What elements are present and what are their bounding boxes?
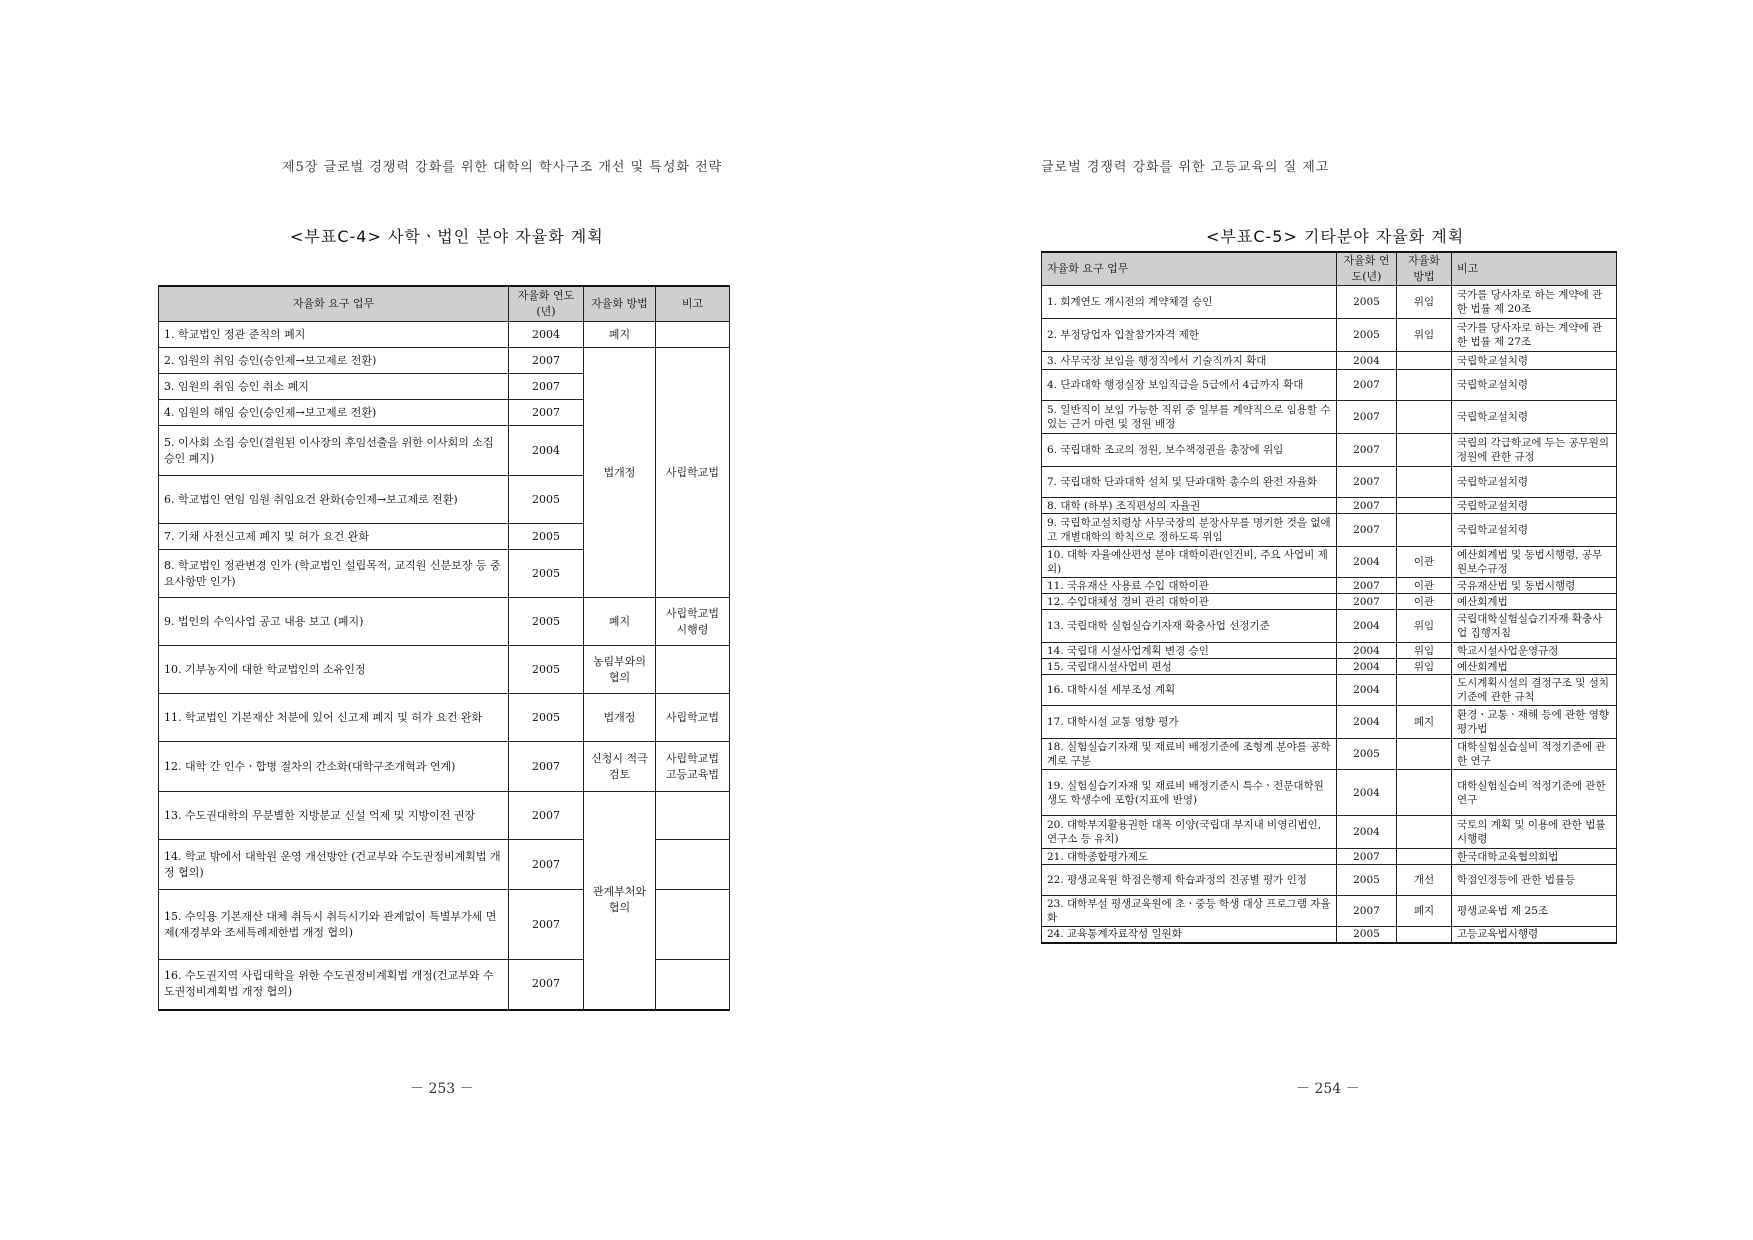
- col-header-year: 자율화 연도(년): [509, 286, 584, 322]
- note-cell: 국가를 당사자로 하는 계약에 관한 법률 제 27조: [1452, 319, 1617, 352]
- table-row: [159, 792, 730, 840]
- method-cell: [1397, 401, 1452, 434]
- table-row: [159, 322, 730, 348]
- note-cell: [656, 840, 730, 890]
- year-cell: 2004: [1337, 675, 1397, 706]
- method-cell: 위임: [1397, 286, 1452, 319]
- table-row: [1042, 370, 1617, 401]
- note-cell: 예산회계법: [1452, 594, 1617, 610]
- table-header-row: [1042, 252, 1617, 286]
- method-cell: [1397, 770, 1452, 816]
- note-cell: 학점인정등에 관한 법률등: [1452, 865, 1617, 896]
- left-page: [0, 0, 876, 1240]
- task-cell: 19. 실험실습기자재 및 재료비 배정기준시 특수ㆍ전문대학원생도 학생수에 포함(지표에 반영): [1042, 770, 1337, 816]
- method-cell: 이관: [1397, 594, 1452, 610]
- year-cell: 2005: [1337, 286, 1397, 319]
- year-cell: 2007: [509, 890, 584, 960]
- task-cell: 12. 수입대체성 경비 관리 대학이관: [1042, 594, 1337, 610]
- task-cell: 10. 대학 자율예산편성 분야 대학이관(인건비, 주요 사업비 제외): [1042, 547, 1337, 578]
- method-cell: 폐지: [584, 322, 656, 348]
- method-cell: [1397, 352, 1452, 370]
- year-cell: 2007: [509, 792, 584, 840]
- method-cell: [1397, 927, 1452, 943]
- year-cell: 2007: [1337, 467, 1397, 498]
- method-cell: [1397, 816, 1452, 849]
- note-cell: [656, 646, 730, 694]
- table-title-c5: <부표C-5> 기타분야 자율화 계획: [1206, 227, 1465, 246]
- task-cell: 13. 수도권대학의 무분별한 지방분교 신설 억제 및 지방이전 권장: [159, 792, 509, 840]
- note-cell: [656, 890, 730, 960]
- year-cell: 2005: [1337, 319, 1397, 352]
- year-cell: 2007: [1337, 594, 1397, 610]
- running-header-right: 글로벌 경쟁력 강화를 위한 고등교육의 질 제고: [1041, 160, 1330, 175]
- table-row: [159, 598, 730, 646]
- method-cell: 이관: [1397, 578, 1452, 594]
- year-cell: 2007: [1337, 578, 1397, 594]
- method-cell: [1397, 739, 1452, 770]
- task-cell: 1. 학교법인 정관 준칙의 폐지: [159, 322, 509, 348]
- table-row: [1042, 434, 1617, 467]
- table-row: [1042, 675, 1617, 706]
- col-header-method: 자율화 방법: [584, 286, 656, 322]
- method-cell: 위임: [1397, 319, 1452, 352]
- note-cell: 고등교육법시행령: [1452, 927, 1617, 943]
- year-cell: 2004: [1337, 643, 1397, 659]
- year-cell: 2007: [1337, 849, 1397, 865]
- method-cell: [1397, 849, 1452, 865]
- note-cell: 국립학교설치령: [1452, 467, 1617, 498]
- year-cell: 2005: [509, 524, 584, 550]
- method-cell: [1397, 434, 1452, 467]
- note-cell: 국립의 각급학교에 두는 공무원의 정원에 관한 규정: [1452, 434, 1617, 467]
- task-cell: 22. 평생교육원 학점은행제 학습과정의 전공별 평가 인정: [1042, 865, 1337, 896]
- right-page: [876, 0, 1753, 1240]
- task-cell: 11. 학교법인 기본재산 처분에 있어 신고제 폐지 및 허가 요건 완화: [159, 694, 509, 742]
- task-cell: 16. 수도권지역 사립대학을 위한 수도권정비계획법 개정(건교부와 수도권정비계획법 개정 협의): [159, 960, 509, 1010]
- page-number-left: － 253 －: [410, 1081, 474, 1097]
- table-row: [1042, 514, 1617, 547]
- note-cell: [656, 960, 730, 1010]
- task-cell: 18. 실험실습기자재 및 재료비 배정기준에 조형계 분야를 공학계로 구분: [1042, 739, 1337, 770]
- year-cell: 2004: [509, 426, 584, 476]
- method-cell: 신청시 적극검토: [584, 742, 656, 792]
- note-cell: 국립학교설치령: [1452, 352, 1617, 370]
- year-cell: 2004: [1337, 816, 1397, 849]
- year-cell: 2005: [1337, 739, 1397, 770]
- note-cell: [656, 322, 730, 348]
- table-row: [1042, 849, 1617, 865]
- note-cell: 국립대학실험실습기자재 확충사업 집행지침: [1452, 610, 1617, 643]
- task-cell: 7. 기채 사전신고제 폐지 및 허가 요건 완화: [159, 524, 509, 550]
- table-row: [1042, 594, 1617, 610]
- task-cell: 10. 기부농지에 대한 학교법인의 소유인정: [159, 646, 509, 694]
- note-cell: 도시계획시설의 결정구조 및 설치기준에 관한 규칙: [1452, 675, 1617, 706]
- method-cell: 위임: [1397, 643, 1452, 659]
- table-c4: [158, 285, 730, 1011]
- task-cell: 16. 대학시설 세부조성 계획: [1042, 675, 1337, 706]
- table-row: [1042, 578, 1617, 594]
- year-cell: 2007: [509, 742, 584, 792]
- table-row: [159, 742, 730, 792]
- col-header-note: 비고: [656, 286, 730, 322]
- note-cell: 평생교육법 제 25조: [1452, 896, 1617, 927]
- year-cell: 2007: [1337, 370, 1397, 401]
- task-cell: 9. 법인의 수익사업 공고 내용 보고 (폐지): [159, 598, 509, 646]
- table-row: [1042, 352, 1617, 370]
- task-cell: 1. 회계연도 개시전의 계약체결 승인: [1042, 286, 1337, 319]
- note-cell: 사립학교법 고등교육법: [656, 742, 730, 792]
- task-cell: 6. 학교법인 연임 임원 취임요건 완화(승인제→보고제로 전환): [159, 476, 509, 524]
- note-cell: 국유재산법 및 동법시행령: [1452, 578, 1617, 594]
- task-cell: 6. 국립대학 조교의 정원, 보수책정권을 총장에 위임: [1042, 434, 1337, 467]
- task-cell: 12. 대학 간 인수ㆍ합병 절차의 간소화(대학구조개혁과 연계): [159, 742, 509, 792]
- task-cell: 3. 사무국장 보임을 행정직에서 기술직까지 확대: [1042, 352, 1337, 370]
- table-row: [1042, 706, 1617, 739]
- year-cell: 2007: [1337, 434, 1397, 467]
- method-cell: 관계부처와 협의: [584, 792, 656, 1010]
- task-cell: 20. 대학부지활용권한 대폭 이양(국립대 부지내 비영리법인, 연구소 등 유치): [1042, 816, 1337, 849]
- method-cell: 농림부와의 협의: [584, 646, 656, 694]
- table-row: [1042, 739, 1617, 770]
- table-header-row: [159, 286, 730, 322]
- year-cell: 2005: [1337, 865, 1397, 896]
- method-cell: 폐지: [584, 598, 656, 646]
- method-cell: 법개정: [584, 348, 656, 598]
- note-cell: 예산회계법 및 동법시행령, 공무원보수규정: [1452, 547, 1617, 578]
- table-row: [1042, 770, 1617, 816]
- table-row: [1042, 547, 1617, 578]
- year-cell: 2004: [1337, 352, 1397, 370]
- page-number-right: － 254 －: [1296, 1081, 1360, 1097]
- col-header-task: 자율화 요구 업무: [159, 286, 509, 322]
- task-cell: 5. 이사회 소집 승인(결원된 이사장의 후임선출을 위한 이사회의 소집 승인 폐지): [159, 426, 509, 476]
- method-cell: [1397, 675, 1452, 706]
- task-cell: 15. 국립대시설사업비 편성: [1042, 659, 1337, 675]
- method-cell: 폐지: [1397, 896, 1452, 927]
- task-cell: 17. 대학시설 교통 영향 평가: [1042, 706, 1337, 739]
- method-cell: 폐지: [1397, 706, 1452, 739]
- task-cell: 11. 국유재산 사용료 수입 대학이관: [1042, 578, 1337, 594]
- year-cell: 2005: [509, 694, 584, 742]
- method-cell: [1397, 514, 1452, 547]
- year-cell: 2005: [509, 646, 584, 694]
- note-cell: 국토의 계획 및 이용에 관한 법률 시행령: [1452, 816, 1617, 849]
- year-cell: 2007: [509, 400, 584, 426]
- year-cell: 2007: [1337, 498, 1397, 514]
- year-cell: 2007: [1337, 896, 1397, 927]
- table-row: [1042, 401, 1617, 434]
- task-cell: 7. 국립대학 단과대학 설치 및 단과대학 총수의 완전 자율화: [1042, 467, 1337, 498]
- table-row: [159, 646, 730, 694]
- note-cell: 국립학교설치령: [1452, 514, 1617, 547]
- task-cell: 8. 학교법인 정관변경 인가 (학교법인 설립목적, 교직원 신분보장 등 중요사항만 인가): [159, 550, 509, 598]
- table-c5: [1041, 251, 1617, 944]
- method-cell: 위임: [1397, 659, 1452, 675]
- note-cell: 학교시설사업운영규정: [1452, 643, 1617, 659]
- table-row: [1042, 659, 1617, 675]
- task-cell: 23. 대학부설 평생교육원에 초ㆍ중등 학생 대상 프로그램 자율화: [1042, 896, 1337, 927]
- note-cell: 한국대학교육협의회법: [1452, 849, 1617, 865]
- year-cell: 2004: [1337, 706, 1397, 739]
- note-cell: 대학실험실습실비 적정기준에 관한 연구: [1452, 739, 1617, 770]
- task-cell: 2. 임원의 취임 승인(승인제→보고제로 전환): [159, 348, 509, 374]
- note-cell: 예산회계법: [1452, 659, 1617, 675]
- col-header-note: 비고: [1452, 252, 1617, 286]
- running-header-left: 제5장 글로벌 경쟁력 강화를 위한 대학의 학사구조 개선 및 특성화 전략: [282, 160, 723, 175]
- method-cell: [1397, 498, 1452, 514]
- method-cell: 개선: [1397, 865, 1452, 896]
- year-cell: 2004: [1337, 770, 1397, 816]
- task-cell: 14. 학교 밖에서 대학원 운영 개선방안 (건교부와 수도권정비계획법 개정 협의): [159, 840, 509, 890]
- table-row: [1042, 816, 1617, 849]
- method-cell: [1397, 370, 1452, 401]
- table-row: [1042, 319, 1617, 352]
- task-cell: 4. 단과대학 행정실장 보임직급을 5급에서 4급까지 확대: [1042, 370, 1337, 401]
- table-row: [1042, 286, 1617, 319]
- table-row: [1042, 643, 1617, 659]
- note-cell: 국립학교설치령: [1452, 401, 1617, 434]
- task-cell: 5. 일반직이 보임 가능한 직위 중 일부를 계약직으로 임용할 수 있는 근거 마련 및 정원 배정: [1042, 401, 1337, 434]
- year-cell: 2004: [509, 322, 584, 348]
- year-cell: 2005: [509, 598, 584, 646]
- task-cell: 14. 국립대 시설사업계획 변경 승인: [1042, 643, 1337, 659]
- year-cell: 2007: [509, 960, 584, 1010]
- note-cell: 사립학교법 시행령: [656, 598, 730, 646]
- task-cell: 24. 교육통계자료작성 일원화: [1042, 927, 1337, 943]
- table-c5-body: [1042, 286, 1617, 943]
- year-cell: 2005: [1337, 927, 1397, 943]
- table-row: [1042, 927, 1617, 943]
- table-row: [1042, 865, 1617, 896]
- year-cell: 2007: [509, 348, 584, 374]
- task-cell: 9. 국립학교설치령상 사무국장의 분장사무를 명기한 것을 없애고 개별대학의 학칙으로 정하도록 위임: [1042, 514, 1337, 547]
- table-row: [159, 694, 730, 742]
- method-cell: 이관: [1397, 547, 1452, 578]
- year-cell: 2007: [509, 374, 584, 400]
- table-row: [1042, 498, 1617, 514]
- year-cell: 2007: [1337, 401, 1397, 434]
- note-cell: [656, 792, 730, 840]
- method-cell: [1397, 467, 1452, 498]
- year-cell: 2005: [509, 476, 584, 524]
- note-cell: 국립학교설치령: [1452, 370, 1617, 401]
- method-cell: 법개정: [584, 694, 656, 742]
- task-cell: 21. 대학종합평가제도: [1042, 849, 1337, 865]
- year-cell: 2007: [1337, 514, 1397, 547]
- task-cell: 8. 대학 (하부) 조직편성의 자율권: [1042, 498, 1337, 514]
- task-cell: 15. 수익용 기본재산 대체 취득시 취득시기와 관계없이 특별부가세 면제(재경부와 조세특례제한법 개정 협의): [159, 890, 509, 960]
- table-row: [1042, 896, 1617, 927]
- table-row: [1042, 610, 1617, 643]
- note-cell: 국가를 당사자로 하는 계약에 관한 법률 제 20조: [1452, 286, 1617, 319]
- note-cell: 사립학교법: [656, 348, 730, 598]
- task-cell: 3. 임원의 취임 승인 취소 폐지: [159, 374, 509, 400]
- method-cell: 위임: [1397, 610, 1452, 643]
- note-cell: 사립학교법: [656, 694, 730, 742]
- note-cell: 환경ㆍ교통ㆍ재해 등에 관한 영향평가법: [1452, 706, 1617, 739]
- table-title-c4: <부표C-4> 사학ㆍ법인 분야 자율화 계획: [290, 227, 604, 246]
- task-cell: 2. 부정당업자 입찰참가자격 제한: [1042, 319, 1337, 352]
- note-cell: 대학실험실습비 적정기준에 관한연구: [1452, 770, 1617, 816]
- task-cell: 13. 국립대학 실험실습기자재 확충사업 선정기준: [1042, 610, 1337, 643]
- year-cell: 2005: [509, 550, 584, 598]
- task-cell: 4. 임원의 해임 승인(승인제→보고제로 전환): [159, 400, 509, 426]
- year-cell: 2004: [1337, 547, 1397, 578]
- year-cell: 2004: [1337, 610, 1397, 643]
- note-cell: 국립학교설치령: [1452, 498, 1617, 514]
- col-header-year: 자율화 연도(년): [1337, 252, 1397, 286]
- year-cell: 2004: [1337, 659, 1397, 675]
- table-row: [1042, 467, 1617, 498]
- col-header-task: 자율화 요구 업무: [1042, 252, 1337, 286]
- col-header-method: 자율화 방법: [1397, 252, 1452, 286]
- table-row: [159, 348, 730, 374]
- year-cell: 2007: [509, 840, 584, 890]
